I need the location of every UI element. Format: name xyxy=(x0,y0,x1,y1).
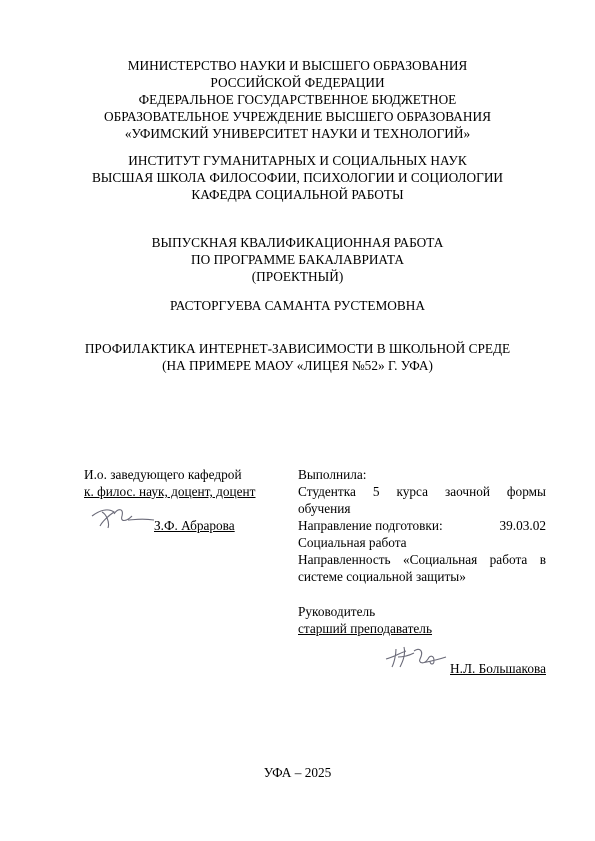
ministry-header xyxy=(0,57,595,142)
ministry-line: ФЕДЕРАЛЬНОЕ ГОСУДАРСТВЕННОЕ БЮДЖЕТНОЕ xyxy=(138,92,457,107)
supervisor-signature xyxy=(384,641,448,671)
work-type-line: (ПРОЕКТНЫЙ) xyxy=(251,269,344,284)
topic-line: ПРОФИЛАКТИКА ИНТЕРНЕТ-ЗАВИСИМОСТИ В ШКОЛЬНОЙ СРЕДЕ xyxy=(84,341,511,356)
supervisor-position: старший преподаватель xyxy=(298,621,433,636)
work-type-line: ВЫПУСКНАЯ КВАЛИФИКАЦИОННАЯ РАБОТА xyxy=(151,235,444,250)
topic-line: (НА ПРИМЕРЕ МАОУ «ЛИЦЕЯ №52» Г. УФА) xyxy=(162,358,433,373)
institute-line: ИНСТИТУТ ГУМАНИТАРНЫХ И СОЦИАЛЬНЫХ НАУК xyxy=(128,153,467,168)
author-line: РАСТОРГУЕВА САМАНТА РУСТЕМОВНА xyxy=(170,298,425,313)
direction-label: Направление подготовки: xyxy=(298,518,443,533)
author-name xyxy=(0,297,595,314)
head-role: И.о. заведующего кафедрой xyxy=(84,467,242,482)
supervisor-label: Руководитель xyxy=(298,604,376,619)
student-label: Выполнила: xyxy=(298,467,367,482)
work-type-line: ПО ПРОГРАММЕ БАКАЛАВРИАТА xyxy=(191,252,404,267)
institute-line: КАФЕДРА СОЦИАЛЬНОЙ РАБОТЫ xyxy=(191,187,404,202)
student-block xyxy=(298,466,546,677)
institute-header xyxy=(0,152,595,203)
student-course-cont: обучения xyxy=(298,501,351,516)
head-of-department-block xyxy=(84,466,274,534)
direction-row xyxy=(298,517,546,534)
direction-name: Социальная работа xyxy=(298,535,407,550)
thesis-topic xyxy=(0,340,595,374)
focus-line-cont: системе социальной защиты» xyxy=(298,569,466,584)
focus-line: Направленность «Социальная работа в xyxy=(298,552,546,567)
ministry-line: РОССИЙСКОЙ ФЕДЕРАЦИИ xyxy=(210,75,385,90)
direction-code: 39.03.02 xyxy=(499,518,546,533)
ministry-line: ОБРАЗОВАТЕЛЬНОЕ УЧРЕЖДЕНИЕ ВЫСШЕГО ОБРАЗОВАНИЯ xyxy=(104,109,491,124)
head-name: З.Ф. Абрарова xyxy=(154,518,235,533)
supervisor-signature-row xyxy=(298,637,546,677)
city-year: УФА – 2025 xyxy=(263,765,332,780)
head-degree: к. филос. наук, доцент, доцент xyxy=(84,484,256,499)
head-signature xyxy=(88,502,158,532)
head-signature-row xyxy=(84,500,274,534)
supervisor-name: Н.Л. Большакова xyxy=(450,661,546,676)
ministry-line: МИНИСТЕРСТВО НАУКИ И ВЫСШЕГО ОБРАЗОВАНИЯ xyxy=(127,58,468,73)
work-type xyxy=(0,234,595,285)
institute-line: ВЫСШАЯ ШКОЛА ФИЛОСОФИИ, ПСИХОЛОГИИ И СОЦИОЛОГИИ xyxy=(91,170,504,185)
ministry-line: «УФИМСКИЙ УНИВЕРСИТЕТ НАУКИ И ТЕХНОЛОГИЙ» xyxy=(124,126,471,141)
student-course: Студентка 5 курса заочной формы xyxy=(298,484,546,499)
